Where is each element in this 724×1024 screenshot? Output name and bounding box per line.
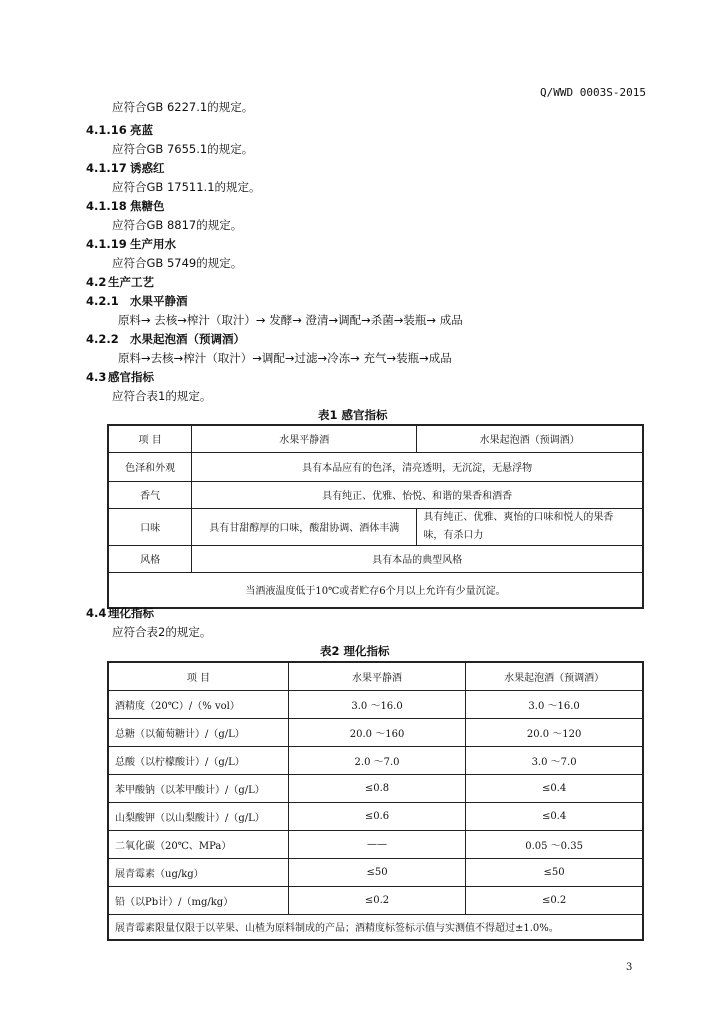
table2-item: 酒精度（20℃）/（% vol） [108, 690, 288, 718]
table-row [108, 746, 643, 774]
table2-header-sparkling: 水果起泡酒（预调酒） [466, 662, 643, 690]
document-code: Q/WWD 0003S-2015 [540, 86, 646, 99]
table2-item: 总糖（以葡萄糖计）/（g/L） [108, 718, 288, 746]
table1-row-label: 香气 [108, 481, 192, 508]
table2-still-value: 3.0 ～16.0 [288, 690, 465, 718]
section-number: 4.2.1 [86, 294, 119, 308]
table-row [108, 774, 643, 802]
table2-item: 苯甲酸钠（以苯甲酸计）/（g/L） [108, 774, 288, 802]
section-title: 诱惑红 [130, 161, 165, 175]
table1-taste-sparkling [417, 508, 643, 545]
physchem-heading [86, 605, 154, 621]
section-title: 水果起泡酒（预调酒） [130, 332, 245, 346]
table1-header-item: 项 目 [108, 425, 192, 452]
section-title: 亮蓝 [130, 123, 153, 137]
page-number: 3 [626, 962, 633, 973]
physchem-intro: 应符合表2的规定。 [112, 625, 212, 639]
table1-footnote: 当酒液温度低于10℃或者贮存6个月以上允许有少量沉淀。 [108, 572, 643, 608]
table2-item: 总酸（以柠檬酸计）/（g/L） [108, 746, 288, 774]
table-row [108, 718, 643, 746]
process-heading [86, 274, 154, 290]
section-text: 应符合GB 7655.1的规定。 [112, 142, 254, 156]
section-number: 4.1.17 [86, 161, 127, 175]
still-wine-flow: 原料→ 去核→榨汁（取汁）→ 发酵→ 澄清→调配→杀菌→装瓶→ 成品 [118, 313, 463, 327]
section-number: 4.2 [86, 275, 107, 289]
section-number: 4.1.16 [86, 123, 127, 137]
table2-sparkling-value: 3.0 ～7.0 [466, 746, 643, 774]
table2-sparkling-value: 3.0 ～16.0 [466, 690, 643, 718]
table2-sparkling-value: ≤0.2 [466, 886, 643, 914]
table1-header-still: 水果平静酒 [192, 425, 417, 452]
table2-still-value: 20.0 ～160 [288, 718, 465, 746]
section-text: 应符合GB 8817的规定。 [112, 218, 243, 232]
table2-header-still: 水果平静酒 [288, 662, 465, 690]
sensory-intro: 应符合表1的规定。 [112, 389, 212, 403]
table2-still-value: ≤0.2 [288, 886, 465, 914]
table2-still-value: —— [288, 830, 465, 858]
section-title: 理化指标 [108, 606, 154, 620]
table1-row-value: 具有纯正、优雅、怡悦、和谐的果香和酒香 [192, 481, 643, 508]
table2-still-value: ≤0.6 [288, 802, 465, 830]
table1-row-label: 风格 [108, 545, 192, 572]
table-row [108, 830, 643, 858]
table2-sparkling-value: 20.0 ～120 [466, 718, 643, 746]
section-heading [86, 198, 165, 214]
physchem-table [107, 661, 644, 941]
still-wine-heading [86, 293, 188, 309]
table1-taste-still: 具有甘甜醇厚的口味，酸甜协调、酒体丰满 [192, 508, 417, 545]
section-title: 水果平静酒 [130, 294, 188, 308]
sparkling-wine-heading [86, 331, 245, 347]
table2-caption: 表2 理化指标 [320, 644, 390, 658]
section-heading [86, 160, 165, 176]
table1-row-label: 色泽和外观 [108, 452, 192, 481]
table-row [108, 858, 643, 886]
table2-item: 山梨酸钾（以山梨酸计）/（g/L） [108, 802, 288, 830]
section-text: 应符合GB 5749的规定。 [112, 256, 243, 270]
section-number: 4.1.19 [86, 237, 127, 251]
sensory-heading [86, 369, 154, 385]
sensory-table [107, 424, 644, 609]
table2-header-item: 项 目 [108, 662, 288, 690]
table2-sparkling-value: 0.05 ～0.35 [466, 830, 643, 858]
table1-taste-sparkling-line: 具有纯正、优雅、爽怡的口味和悦人的果香 [423, 511, 614, 523]
table2-sparkling-value: ≤0.4 [466, 774, 643, 802]
table1-row-value: 具有本品的典型风格 [192, 545, 643, 572]
table1-row-label: 口味 [108, 508, 192, 545]
section-number: 4.1.18 [86, 199, 127, 213]
table1-caption: 表1 感官指标 [318, 408, 388, 422]
section-title: 感官指标 [108, 370, 154, 384]
section-number: 4.4 [86, 606, 107, 620]
section-number: 4.2.2 [86, 332, 119, 346]
table2-still-value: ≤0.8 [288, 774, 465, 802]
table2-still-value: 2.0 ～7.0 [288, 746, 465, 774]
table2-sparkling-value: ≤50 [466, 858, 643, 886]
section-text: 应符合GB 6227.1的规定。 [112, 100, 254, 114]
table2-item: 二氧化碳（20℃、MPa） [108, 830, 288, 858]
table1-header-sparkling: 水果起泡酒（预调酒） [417, 425, 643, 452]
table-row [108, 802, 643, 830]
section-title: 焦糖色 [130, 199, 165, 213]
section-title: 生产用水 [130, 237, 176, 251]
table2-sparkling-value: ≤0.4 [466, 802, 643, 830]
table2-footnote: 展青霉素限量仅限于以苹果、山楂为原料制成的产品；酒精度标签标示值与实测值不得超过±1.0%。 [108, 914, 643, 940]
table1-row-value: 具有本品应有的色泽，清亮透明，无沉淀，无悬浮物 [192, 452, 643, 481]
sparkling-wine-flow: 原料→去核→榨汁（取汁）→调配→过滤→冷冻→ 充气→装瓶→成品 [118, 351, 452, 365]
section-text: 应符合GB 17511.1的规定。 [112, 180, 261, 194]
table2-item: 铅（以Pb计）/（mg/kg） [108, 886, 288, 914]
table1-taste-sparkling-line: 味，有杀口力 [423, 529, 484, 541]
table-row [108, 690, 643, 718]
section-heading [86, 122, 153, 138]
section-heading [86, 236, 176, 252]
table-row [108, 886, 643, 914]
table2-item: 展青霉素（ug/kg） [108, 858, 288, 886]
section-number: 4.3 [86, 370, 107, 384]
section-title: 生产工艺 [108, 275, 154, 289]
table2-still-value: ≤50 [288, 858, 465, 886]
